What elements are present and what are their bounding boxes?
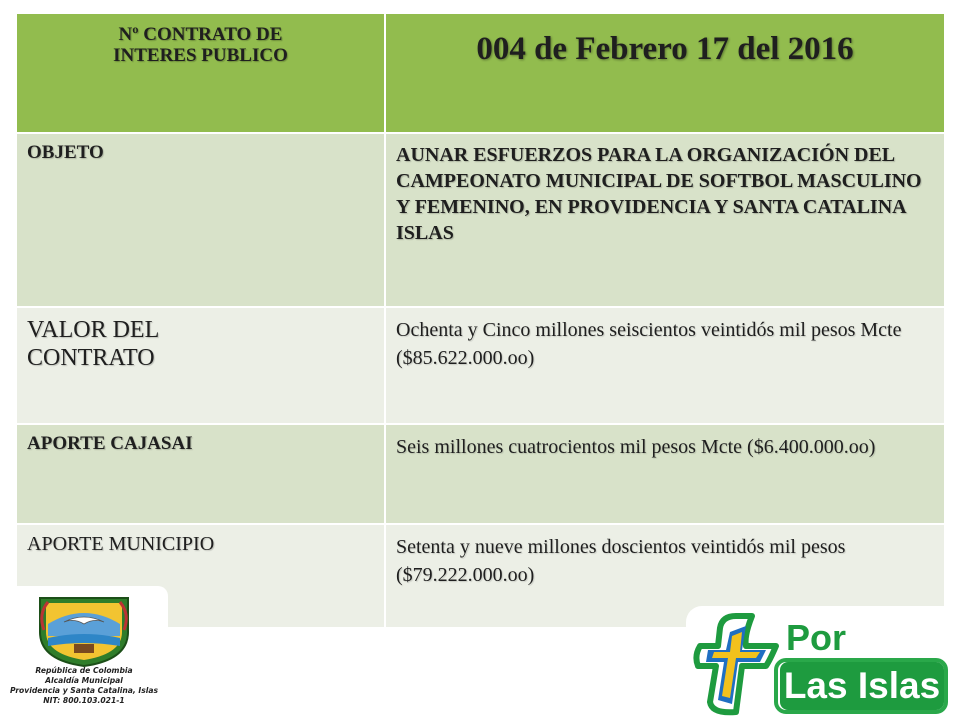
aporte-municipio-value: Setenta y nueve millones doscientos veintidós mil pesos ($79.222.000.oo) bbox=[385, 524, 945, 628]
logo-word-por: Por bbox=[786, 617, 847, 658]
valor-label-line1: VALOR DEL bbox=[27, 317, 160, 343]
por-las-islas-logo bbox=[686, 606, 960, 720]
contract-table bbox=[15, 12, 946, 629]
aporte-cajasai-row bbox=[16, 424, 945, 524]
plus-cross-icon bbox=[686, 606, 786, 720]
aporte-cajasai-label: APORTE CAJASAI bbox=[16, 424, 385, 524]
municipal-crest bbox=[0, 586, 168, 720]
coat-of-arms-icon bbox=[34, 594, 134, 668]
contract-number-label bbox=[16, 13, 385, 133]
contract-number-label-line2: INTERES PUBLICO bbox=[113, 45, 288, 66]
contract-number-value: 004 de Febrero 17 del 2016 bbox=[385, 13, 945, 133]
logo-word-las-islas: Las Islas bbox=[780, 662, 944, 710]
crest-line1: República de Colombia bbox=[35, 666, 133, 675]
valor-label-line2: CONTRATO bbox=[27, 345, 155, 371]
contract-number-label-line1: Nº CONTRATO DE bbox=[118, 24, 283, 45]
objeto-label: OBJETO bbox=[16, 133, 385, 307]
aporte-municipio-label: APORTE MUNICIPIO bbox=[16, 524, 385, 628]
crest-line2: Alcaldía Municipal bbox=[45, 676, 123, 685]
valor-label bbox=[16, 307, 385, 424]
crest-line4: NIT: 800.103.021-1 bbox=[43, 696, 125, 705]
valor-row bbox=[16, 307, 945, 424]
objeto-row bbox=[16, 133, 945, 307]
crest-caption bbox=[0, 666, 168, 706]
aporte-cajasai-value: Seis millones cuatrocientos mil pesos Mcte ($6.400.000.oo) bbox=[385, 424, 945, 524]
crest-line3: Providencia y Santa Catalina, Islas bbox=[9, 686, 158, 695]
objeto-value: AUNAR ESFUERZOS PARA LA ORGANIZACIÓN DEL CAMPEONATO MUNICIPAL DE SOFTBOL MASCULINO Y FEMENINO, EN PROVIDENCIA Y SANTA CATALINA ISLAS bbox=[385, 133, 945, 307]
contract-number-row bbox=[16, 13, 945, 133]
valor-value: Ochenta y Cinco millones seiscientos veintidós mil pesos Mcte ($85.622.000.oo) bbox=[385, 307, 945, 424]
